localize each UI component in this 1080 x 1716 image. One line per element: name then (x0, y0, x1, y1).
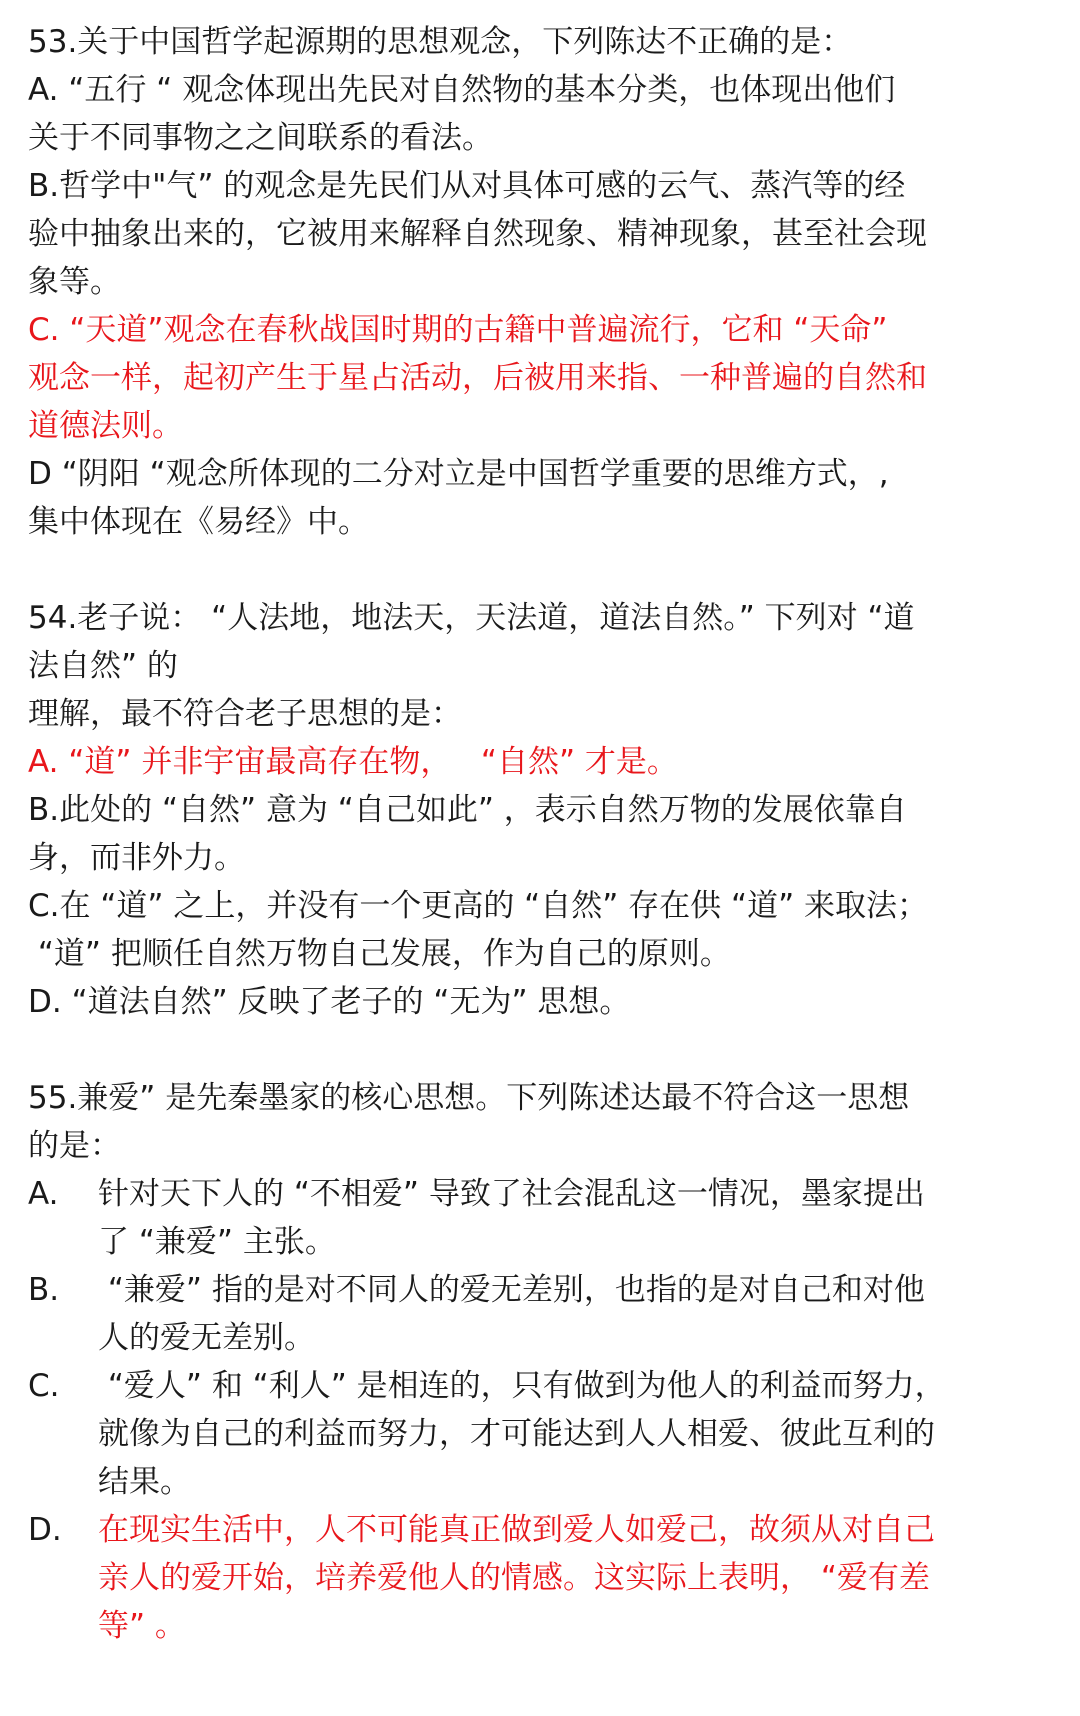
option-letter: C. (28, 1368, 60, 1404)
question-53-stem: 53.关于中国哲学起源期的思想观念，下列陈达不正确的是： (28, 24, 853, 60)
question-54-option-c: C.在 “道” 之上，并没有一个更高的 “自然” 存在供 “道” 来取法； “道” 把顺任自然万物自己发展，作为自己的原则。 (28, 888, 928, 972)
option-letter: A. (28, 1176, 59, 1212)
question-53 (28, 18, 1052, 546)
option-letter: B. (28, 1272, 60, 1308)
question-55-option-c: C. “爱人” 和 “利人” 是相连的，只有做到为他人的利益而努力， 就像为自己的利益而努力，才可能达到人人相爱、彼此互利的 结果。 (28, 1362, 1052, 1506)
spacer (28, 1026, 1052, 1074)
question-53-option-c-answer: C. “天道”观念在春秋战国时期的古籍中普遍流行，它和 “天命” 观念一样，起初产生于星占活动，后被用来指、一种普遍的自然和 道德法则。 (28, 312, 927, 444)
question-54-stem: 54.老子说： “人法地，地法天，天法道，道法自然。” 下列对 “道 法自然” 的 理解，最不符合老子思想的是： (28, 600, 915, 732)
spacer (28, 546, 1052, 594)
question-55-stem: 55.兼爱” 是先秦墨家的核心思想。下列陈述达最不符合这一思想 的是： (28, 1080, 910, 1164)
question-55-option-d-answer: D. 在现实生活中，人不可能真正做到爱人如爱己，故须从对自己 亲人的爱开始，培养爱他人的情感。这实际上表明， “爱有差 等” 。 (28, 1506, 1052, 1650)
question-55-option-a: A. 针对天下人的 “不相爱” 导致了社会混乱这一情况，墨家提出 了 “兼爱” 主张。 (28, 1170, 1052, 1266)
question-55-option-b: B. “兼爱” 指的是对不同人的爱无差别，也指的是对自己和对他 人的爱无差别。 (28, 1266, 1052, 1362)
question-53-option-b: B.哲学中"气” 的观念是先民们从对具体可感的云气、蒸汽等的经 验中抽象出来的，它被用来解释自然现象、精神现象，甚至社会现 象等。 (28, 168, 927, 300)
question-54-option-b: B.此处的 “自然” 意为 “自己如此” ，表示自然万物的发展依靠自 身，而非外力。 (28, 792, 907, 876)
question-54-option-d: D. “道法自然” 反映了老子的 “无为” 思想。 (28, 984, 631, 1020)
question-53-option-d: D “阴阳 “观念所体现的二分对立是中国哲学重要的思维方式，, 集中体现在《易经》中。 (28, 456, 889, 540)
question-55 (28, 1074, 1052, 1650)
question-54 (28, 594, 1052, 1026)
question-53-option-a: A. “五行 “ 观念体现出先民对自然物的基本分类，也体现出他们 关于不同事物之之间联系的看法。 (28, 72, 896, 156)
option-letter: D. (28, 1512, 62, 1548)
question-54-option-a-answer: A. “道” 并非宇宙最高存在物， “自然” 才是。 (28, 744, 678, 780)
